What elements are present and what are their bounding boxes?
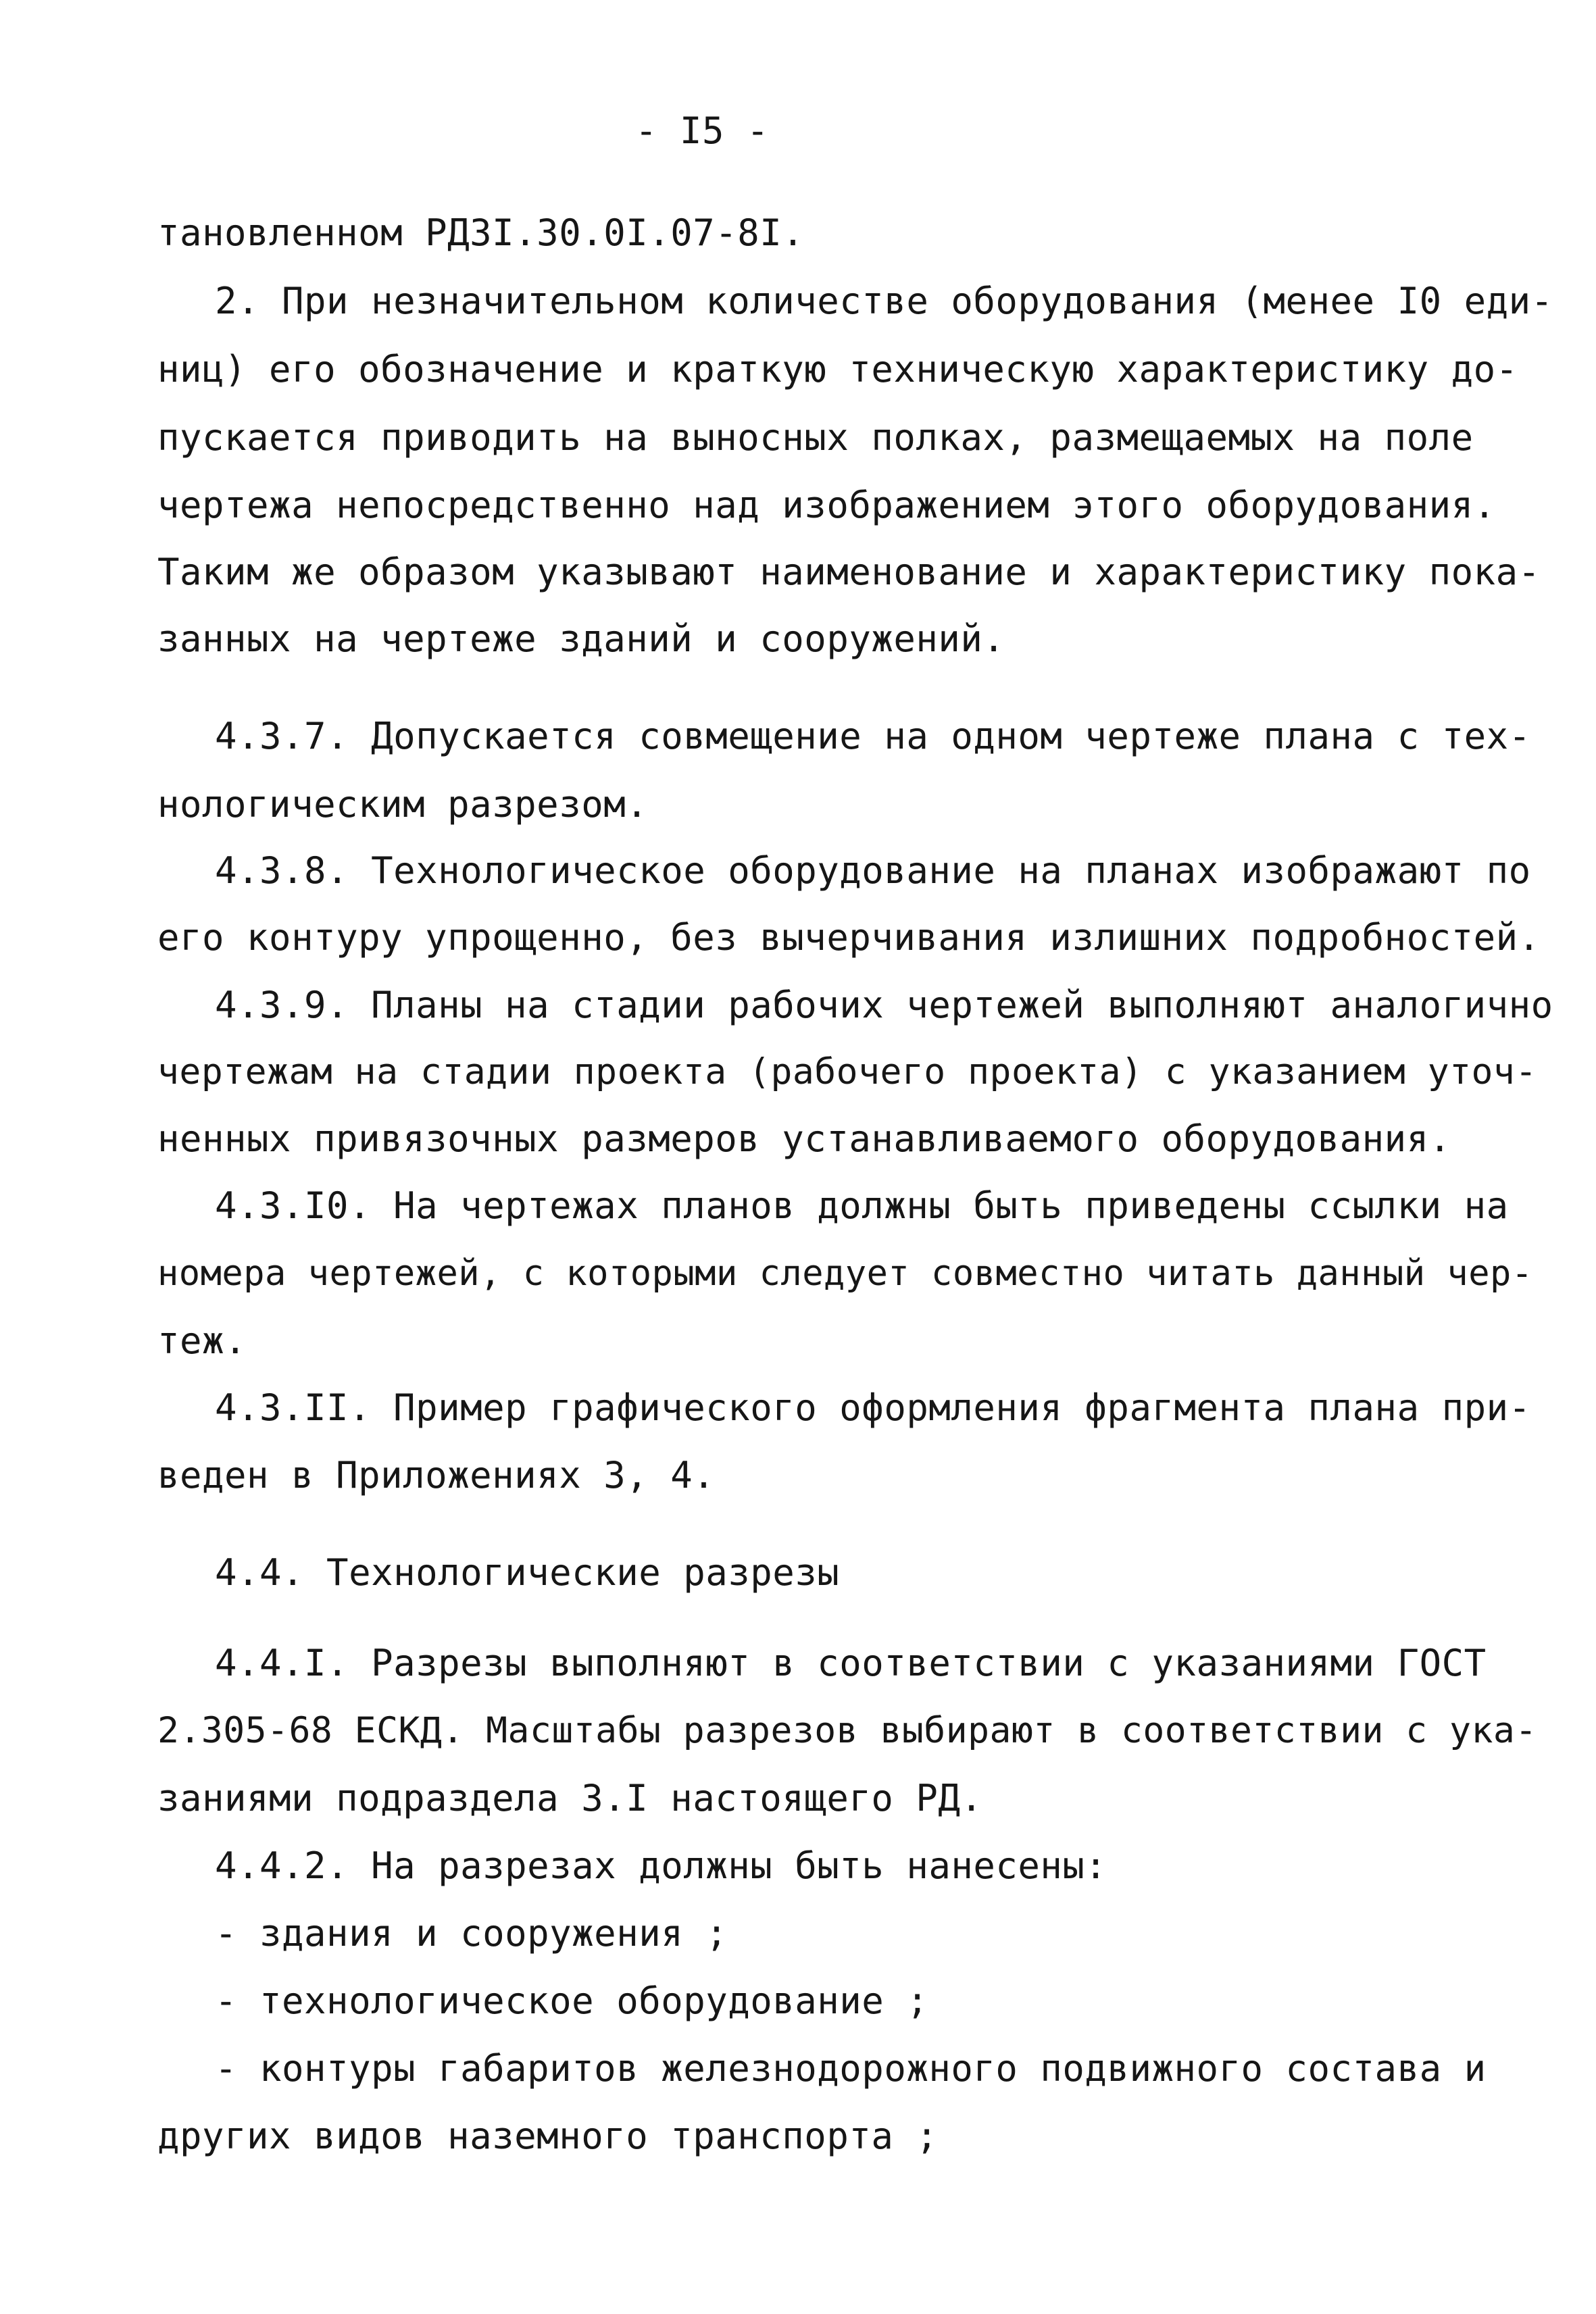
text-line: 2. При незначительном количестве оборудования (менее I0 еди- [215, 280, 1553, 322]
text-line: 4.3.9. Планы на стадии рабочих чертежей выполняют аналогично [215, 984, 1553, 1026]
text-line: 4.4.I. Разрезы выполняют в соответствии с указаниями ГОСТ [215, 1642, 1487, 1684]
text-line: его контуру упрощенно, без вычерчивания излишних подробностей. [157, 916, 1541, 959]
text-line: ниц) его обозначение и краткую техническую характеристику до- [157, 348, 1518, 391]
list-item: - технологическое оборудование ; [215, 1980, 929, 2022]
list-item: - контуры габаритов железнодорожного подвижного состава и [215, 2047, 1487, 2090]
text-line: занных на чертеже зданий и сооружений. [157, 618, 1005, 660]
text-line: тановленном РДЗI.30.0I.07-8I. [157, 211, 805, 254]
text-line: 4.4.2. На разрезах должны быть нанесены: [215, 1844, 1107, 1887]
list-item: - здания и сооружения ; [215, 1912, 728, 1955]
text-line: чертежа непосредственно над изображением этого оборудования. [157, 484, 1496, 526]
text-line: Таким же образом указывают наименование и характеристику пока- [157, 551, 1541, 593]
text-line: веден в Приложениях 3, 4. [157, 1454, 716, 1496]
text-line: 4.3.I0. На чертежах планов должны быть приведены ссылки на [215, 1184, 1509, 1227]
page-number: - I5 - [635, 109, 770, 152]
text-line: других видов наземного транспорта ; [157, 2115, 939, 2157]
text-line: ненных привязочных размеров устанавливаемого оборудования. [157, 1117, 1451, 1160]
text-line: 4.3.II. Пример графического оформления фрагмента плана при- [215, 1386, 1531, 1429]
text-line: 4.3.7. Допускается совмещение на одном чертеже плана с тех- [215, 715, 1531, 757]
text-line: пускается приводить на выносных полках, размещаемых на поле [157, 416, 1474, 459]
text-line: 4.3.8. Технологическое оборудование на планах изображают по [215, 849, 1531, 892]
text-line: нологическим разрезом. [157, 783, 649, 826]
text-line: номера чертежей, с которыми следует совместно читать данный чер- [157, 1253, 1533, 1294]
text-line: чертежам на стадии проекта (рабочего проекта) с указанием уточ- [157, 1051, 1537, 1092]
text-line: теж. [157, 1319, 247, 1362]
section-heading: 4.4. Технологические разрезы [215, 1551, 840, 1594]
text-line: 2.305-68 ЕСКД. Масштабы разрезов выбирают в соответствии с ука- [157, 1710, 1537, 1751]
text-line: заниями подраздела 3.I настоящего РД. [157, 1777, 983, 1819]
